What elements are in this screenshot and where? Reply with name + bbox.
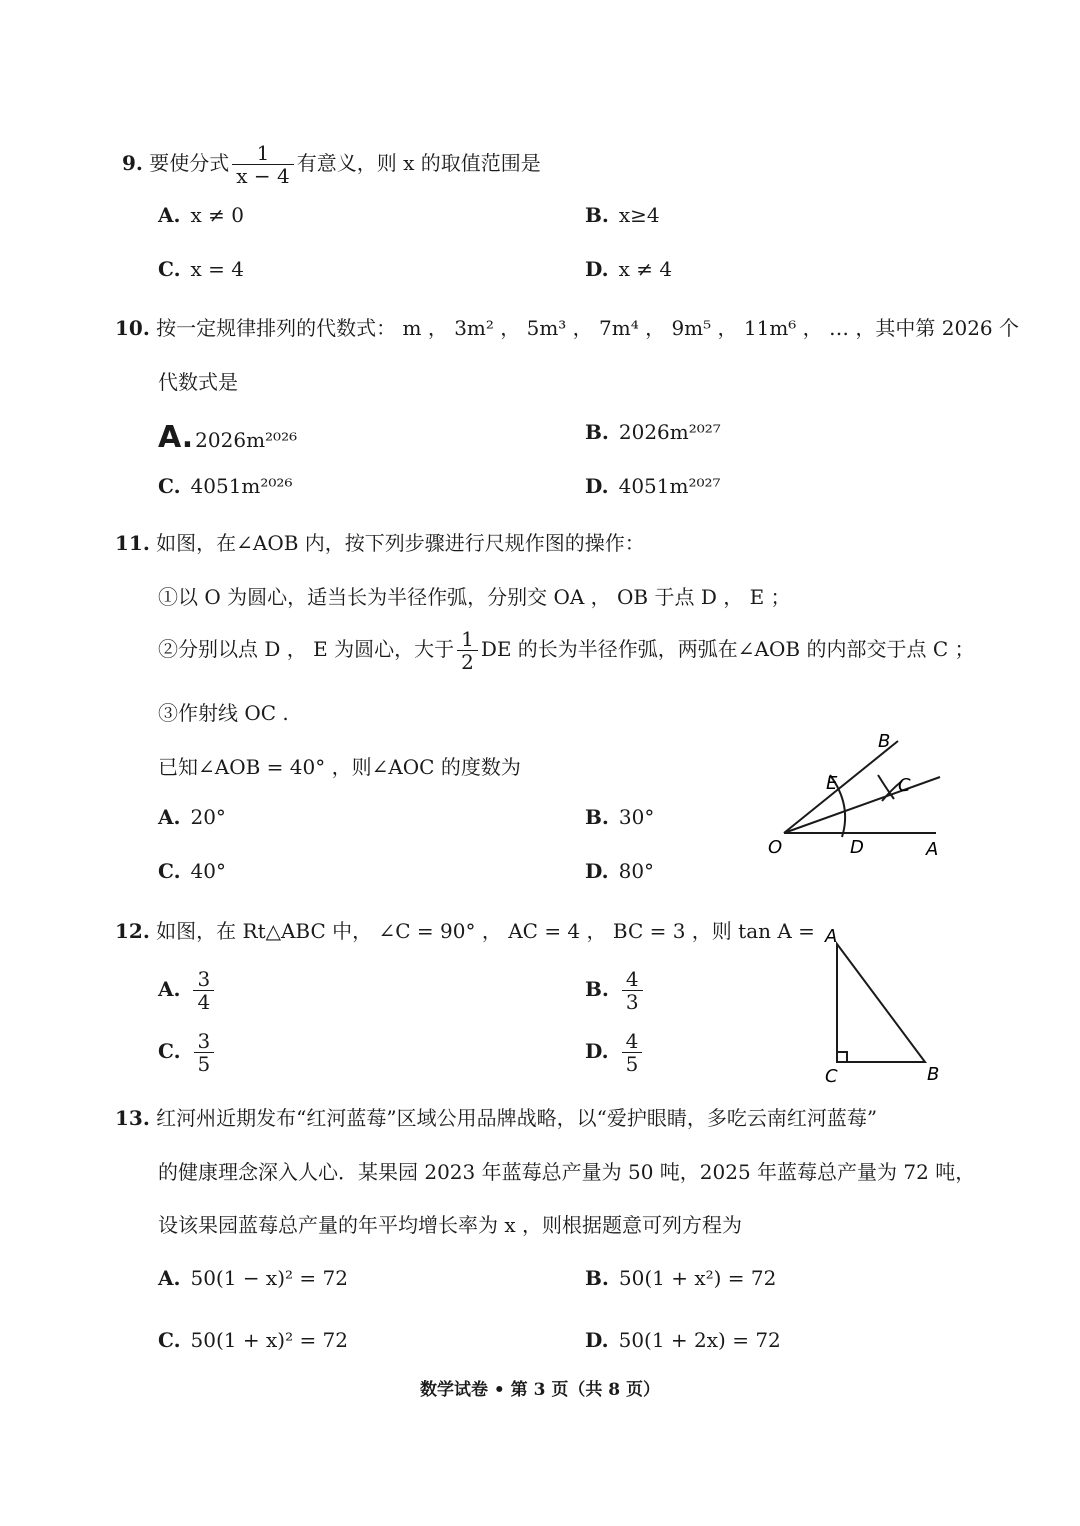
label-b: B: [927, 1064, 940, 1085]
option-c[interactable]: [158, 474, 292, 498]
option-a[interactable]: [158, 420, 297, 455]
question-number: 13.: [115, 1106, 150, 1130]
question-text: 按一定规律排列的代数式： m ， 3m² ， 5m³ ， 7m⁴ ， 9m⁵ ， 11m⁶ ， … ，其中第 2026 个: [156, 316, 1019, 340]
option-text: x≥4: [618, 203, 660, 227]
option-letter: D.: [585, 1039, 609, 1063]
option-c[interactable]: [158, 1328, 348, 1352]
question-prompt: 已知∠AOB = 40° ，则∠AOC 的度数为: [158, 755, 521, 779]
option-a[interactable]: [158, 203, 244, 227]
question-text-prefix: 要使分式: [149, 151, 230, 175]
option-c[interactable]: [158, 1030, 217, 1075]
ray-ob: [784, 741, 898, 833]
option-letter: D.: [585, 257, 609, 281]
question-number: 12.: [115, 919, 150, 943]
option-text: x ≠ 0: [190, 203, 244, 227]
option-text: x ≠ 4: [618, 257, 673, 281]
fraction-numerator: 4: [622, 1030, 643, 1053]
option-text: 4051m²⁰²⁶: [190, 474, 293, 498]
option-d[interactable]: [585, 859, 654, 883]
option-b[interactable]: [585, 1266, 776, 1290]
option-b[interactable]: [585, 805, 654, 829]
right-triangle-figure: [815, 922, 950, 1087]
fraction-numerator: 3: [194, 1030, 215, 1053]
option-letter: B.: [585, 805, 609, 829]
construction-step-1: ①以 O 为圆心，适当长为半径作弧，分别交 OA ， OB 于点 D ， E ；: [158, 585, 791, 609]
option-letter: B.: [585, 977, 609, 1001]
option-d[interactable]: [585, 474, 721, 498]
option-b[interactable]: [585, 968, 646, 1013]
option-letter: B.: [585, 203, 609, 227]
option-text: 50(1 + x)² = 72: [190, 1328, 349, 1352]
label-b: B: [878, 731, 891, 752]
fraction-numerator: 3: [193, 968, 214, 991]
label-c: C: [898, 775, 911, 796]
label-o: O: [768, 837, 783, 858]
option-b[interactable]: [585, 203, 660, 227]
option-text: 50(1 + 2x) = 72: [618, 1328, 781, 1352]
option-d[interactable]: [585, 1328, 781, 1352]
option-text: 80°: [618, 859, 655, 883]
question-text-line2: 的健康理念深入人心．某果园 2023 年蓝莓总产量为 50 吨，2025 年蓝莓总产量为 72 吨，: [158, 1160, 976, 1184]
option-letter: C.: [158, 859, 181, 883]
fraction: [232, 142, 293, 187]
step-2-prefix: ②分别以点 D ， E 为圆心，大于: [158, 637, 455, 661]
triangle-abc: [837, 944, 925, 1062]
construction-step-2: [158, 628, 974, 673]
fraction-numerator: 1: [232, 142, 293, 165]
fraction-numerator: 4: [622, 968, 643, 991]
fraction: [622, 1030, 643, 1075]
option-text: 50(1 − x)² = 72: [190, 1266, 348, 1290]
fraction-denominator: 5: [625, 1052, 639, 1076]
right-angle-mark: [837, 1052, 847, 1062]
angle-construction-figure: [760, 725, 960, 865]
page-footer: 数学试卷 • 第 3 页（共 8 页）: [419, 1380, 661, 1400]
option-letter: D.: [585, 859, 609, 883]
option-letter: C.: [158, 1039, 181, 1063]
question-11: [115, 527, 645, 556]
option-letter: B.: [585, 1266, 609, 1290]
label-c: C: [825, 1066, 838, 1087]
fraction-denominator: 4: [197, 990, 211, 1014]
question-text-line3: 设该果园蓝莓总产量的年平均增长率为 x ，则根据题意可列方程为: [158, 1213, 742, 1237]
option-text: x = 4: [190, 257, 245, 281]
option-letter: C.: [158, 257, 181, 281]
option-b[interactable]: [585, 420, 721, 444]
option-a[interactable]: [158, 968, 217, 1013]
option-d[interactable]: [585, 1030, 645, 1075]
option-text: 40°: [190, 859, 226, 883]
option-letter: C.: [158, 474, 181, 498]
question-10: [115, 312, 1019, 341]
fraction-denominator: 2: [461, 650, 474, 674]
question-12: [115, 915, 815, 944]
option-a[interactable]: [158, 805, 226, 829]
label-d: D: [850, 837, 864, 858]
question-number: 10.: [115, 316, 150, 340]
ray-oc: [784, 777, 940, 833]
fraction-denominator: 5: [197, 1052, 211, 1076]
fraction-denominator: x − 4: [236, 164, 290, 188]
option-text: 2026m²⁰²⁶: [195, 428, 298, 452]
question-text-line2: 代数式是: [158, 370, 238, 394]
option-c[interactable]: [158, 859, 226, 883]
fraction: [457, 628, 478, 673]
option-letter: A.: [158, 1266, 181, 1290]
construction-step-3: ③作射线 OC .: [158, 701, 289, 725]
fraction-denominator: 3: [625, 990, 639, 1014]
label-e: E: [826, 773, 838, 794]
label-a: A: [926, 839, 939, 860]
option-text: 50(1 + x²) = 72: [618, 1266, 777, 1290]
fraction: [194, 1030, 215, 1075]
option-text: 2026m²⁰²⁷: [618, 420, 721, 444]
question-text: 如图，在 Rt△ABC 中， ∠C = 90° ， AC = 4 ， BC = 3 ，则 tan A =: [156, 919, 815, 943]
question-13: [115, 1102, 877, 1131]
question-number: 9.: [122, 151, 143, 175]
fraction: [193, 968, 214, 1013]
option-text: 20°: [190, 805, 226, 829]
option-c[interactable]: [158, 257, 244, 281]
option-text: 30°: [618, 805, 655, 829]
question-9: [122, 142, 541, 187]
option-letter: B.: [585, 420, 609, 444]
question-text: 红河州近期发布“红河蓝莓”区域公用品牌战略，以“爱护眼睛，多吃云南红河蓝莓”: [156, 1106, 878, 1130]
fraction-numerator: 1: [457, 628, 478, 651]
question-number: 11.: [115, 531, 150, 555]
option-text: 4051m²⁰²⁷: [618, 474, 721, 498]
label-a: A: [825, 926, 838, 947]
option-d[interactable]: [585, 257, 672, 281]
fraction: [622, 968, 643, 1013]
option-letter: A.: [158, 203, 181, 227]
option-letter: A.: [158, 420, 194, 455]
option-letter: A.: [158, 977, 181, 1001]
question-text-suffix: 有意义，则 x 的取值范围是: [296, 151, 541, 175]
step-2-suffix: DE 的长为半径作弧，两弧在∠AOB 的内部交于点 C ；: [480, 637, 975, 661]
question-text: 如图，在∠AOB 内，按下列步骤进行尺规作图的操作：: [156, 531, 645, 555]
option-letter: D.: [585, 1328, 609, 1352]
option-letter: C.: [158, 1328, 181, 1352]
option-letter: D.: [585, 474, 609, 498]
option-letter: A.: [158, 805, 181, 829]
option-a[interactable]: [158, 1266, 348, 1290]
